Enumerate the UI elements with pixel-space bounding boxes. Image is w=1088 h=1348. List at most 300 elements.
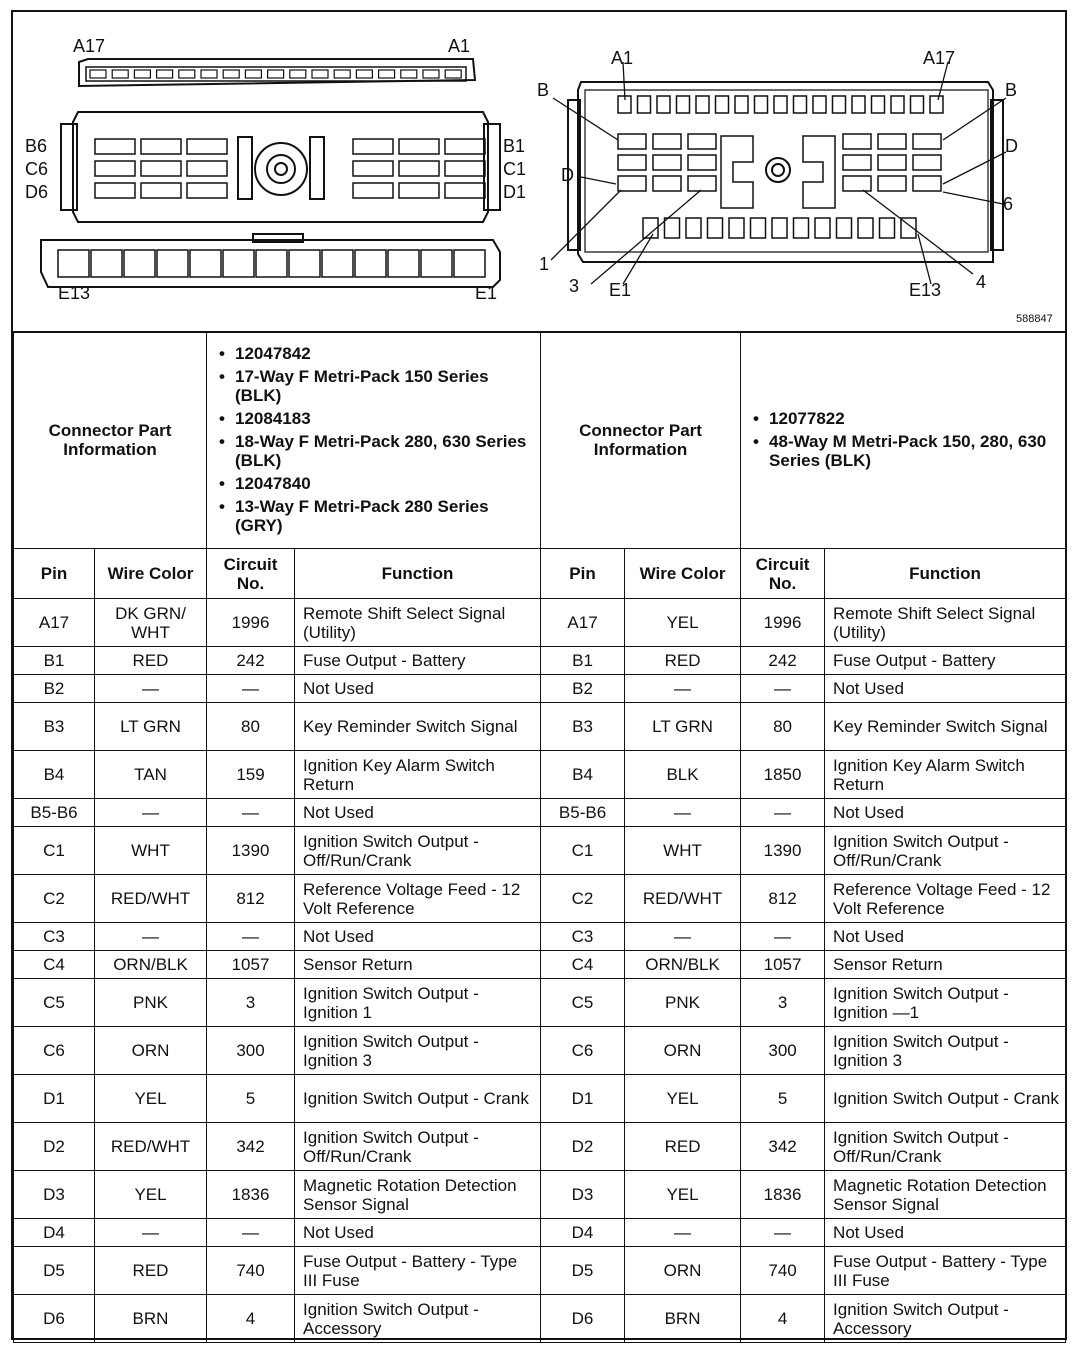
function-cell: Not Used bbox=[825, 799, 1066, 827]
label-r-1: 1 bbox=[539, 254, 550, 274]
a-pin-cavity bbox=[638, 96, 651, 113]
pin-cell: B5-B6 bbox=[14, 799, 95, 827]
function-cell: Ignition Switch Output - Accessory bbox=[825, 1295, 1066, 1343]
header-function-left: Function bbox=[295, 549, 541, 599]
table-row bbox=[14, 675, 1066, 703]
pin-cavity bbox=[141, 161, 181, 176]
a-pin-cavity bbox=[201, 70, 217, 78]
label-e13: E13 bbox=[58, 283, 91, 303]
header-wire-color-right: Wire Color bbox=[625, 549, 741, 599]
label-r-3: 3 bbox=[569, 276, 580, 296]
e-pin-cavity bbox=[837, 218, 852, 238]
e-pin-cavity bbox=[256, 250, 287, 277]
connector-diagram bbox=[13, 12, 1065, 333]
function-cell: Fuse Output - Battery bbox=[295, 647, 541, 675]
wire-color-cell: RED/WHT bbox=[95, 875, 207, 923]
table-row bbox=[14, 1171, 1066, 1219]
pinout-table bbox=[13, 331, 1066, 1343]
a-pin-cavity bbox=[401, 70, 417, 78]
circuit-cell: 1850 bbox=[741, 751, 825, 799]
circuit-cell: 1057 bbox=[741, 951, 825, 979]
label-c6: C6 bbox=[25, 159, 49, 179]
header-pin-right: Pin bbox=[541, 549, 625, 599]
pin-cell: B1 bbox=[541, 647, 625, 675]
right-connector-part-item: • 12077822 bbox=[751, 409, 1055, 428]
pin-cell: D5 bbox=[541, 1247, 625, 1295]
left-connector-part-item: • 17-Way F Metri-Pack 150 Series (BLK) bbox=[217, 367, 530, 405]
left-connector-info-heading: Connector Part Information bbox=[14, 332, 207, 549]
wire-color-cell: BLK bbox=[625, 751, 741, 799]
a-pin-cavity bbox=[716, 96, 729, 113]
e-pin-cavity bbox=[454, 250, 485, 277]
pin-cavity bbox=[843, 176, 871, 191]
wire-color-cell: WHT bbox=[625, 827, 741, 875]
function-cell: Not Used bbox=[295, 923, 541, 951]
circuit-cell: 5 bbox=[207, 1075, 295, 1123]
a-pin-cavity bbox=[774, 96, 787, 113]
table-row bbox=[14, 1219, 1066, 1247]
a-pin-cavity bbox=[245, 70, 261, 78]
pin-cavity bbox=[618, 134, 646, 149]
a-pin-cavity bbox=[157, 70, 173, 78]
48-way-a-row bbox=[618, 96, 943, 113]
circuit-cell: 1836 bbox=[741, 1171, 825, 1219]
e-pin-cavity bbox=[751, 218, 766, 238]
pin-cell: C3 bbox=[541, 923, 625, 951]
function-cell: Sensor Return bbox=[825, 951, 1066, 979]
wire-color-cell: — bbox=[95, 1219, 207, 1247]
pin-cavity bbox=[878, 134, 906, 149]
label-c1: C1 bbox=[503, 159, 527, 179]
header-pin-left: Pin bbox=[14, 549, 95, 599]
table-row bbox=[14, 1123, 1066, 1171]
table-row bbox=[14, 979, 1066, 1027]
circuit-cell: — bbox=[207, 675, 295, 703]
pin-cell: D3 bbox=[541, 1171, 625, 1219]
circuit-cell: — bbox=[207, 799, 295, 827]
label-r-b-left: B bbox=[537, 80, 550, 100]
a-pin-cavity bbox=[696, 96, 709, 113]
a-pin-cavity bbox=[755, 96, 768, 113]
function-cell: Remote Shift Select Signal (Utility) bbox=[295, 599, 541, 647]
header-circuit-right: Circuit No. bbox=[741, 549, 825, 599]
pin-cavity bbox=[353, 161, 393, 176]
a-pin-cavity bbox=[911, 96, 924, 113]
pin-cell: C4 bbox=[14, 951, 95, 979]
circuit-cell: — bbox=[207, 1219, 295, 1247]
pin-cell: D3 bbox=[14, 1171, 95, 1219]
pin-cell: B4 bbox=[541, 751, 625, 799]
wire-color-cell: LT GRN bbox=[625, 703, 741, 751]
pin-cavity bbox=[913, 176, 941, 191]
label-r-a17: A17 bbox=[923, 48, 956, 68]
circuit-cell: 342 bbox=[207, 1123, 295, 1171]
label-e1: E1 bbox=[475, 283, 498, 303]
header-circuit-left: Circuit No. bbox=[207, 549, 295, 599]
pin-cell: C2 bbox=[541, 875, 625, 923]
right-connector-info-heading: Connector Part Information bbox=[541, 332, 741, 549]
e-pin-cavity bbox=[58, 250, 89, 277]
circuit-cell: 342 bbox=[741, 1123, 825, 1171]
pin-cell: C4 bbox=[541, 951, 625, 979]
pin-cavity bbox=[688, 155, 716, 170]
a-pin-cavity bbox=[891, 96, 904, 113]
label-r-b-right: B bbox=[1005, 80, 1018, 100]
e-row-pins bbox=[58, 250, 485, 277]
a-pin-cavity bbox=[794, 96, 807, 113]
table-row bbox=[14, 923, 1066, 951]
pin-cell: C3 bbox=[14, 923, 95, 951]
center-key-outer bbox=[255, 143, 307, 195]
wire-color-cell: ORN bbox=[625, 1027, 741, 1075]
a-pin-cavity bbox=[179, 70, 195, 78]
label-a1: A1 bbox=[448, 36, 471, 56]
left-connector-part-item: • 12047840 bbox=[217, 474, 530, 493]
label-b1: B1 bbox=[503, 136, 526, 156]
pin-cell: A17 bbox=[541, 599, 625, 647]
a-pin-cavity bbox=[872, 96, 885, 113]
pin-cell: C1 bbox=[541, 827, 625, 875]
table-row bbox=[14, 751, 1066, 799]
pin-cell: D2 bbox=[14, 1123, 95, 1171]
function-cell: Ignition Switch Output - Off/Run/Crank bbox=[825, 1123, 1066, 1171]
label-r-d-left: D bbox=[561, 165, 574, 185]
pin-cell: C6 bbox=[541, 1027, 625, 1075]
wire-color-cell: YEL bbox=[625, 1075, 741, 1123]
pin-cavity bbox=[618, 155, 646, 170]
wire-color-cell: YEL bbox=[95, 1075, 207, 1123]
table-row bbox=[14, 951, 1066, 979]
circuit-cell: 4 bbox=[741, 1295, 825, 1343]
pin-cavity bbox=[399, 161, 439, 176]
circuit-cell: — bbox=[741, 799, 825, 827]
center-left-slot bbox=[238, 137, 252, 199]
header-function-right: Function bbox=[825, 549, 1066, 599]
pin-cell: B4 bbox=[14, 751, 95, 799]
pin-cavity bbox=[913, 155, 941, 170]
wire-color-cell: — bbox=[625, 675, 741, 703]
center-right-slot bbox=[310, 137, 324, 199]
function-cell: Ignition Switch Output - Ignition 1 bbox=[295, 979, 541, 1027]
table-row bbox=[14, 1247, 1066, 1295]
label-r-6: 6 bbox=[1003, 194, 1014, 214]
a-pin-cavity bbox=[356, 70, 372, 78]
function-cell: Fuse Output - Battery bbox=[825, 647, 1066, 675]
wire-color-cell: — bbox=[625, 799, 741, 827]
table-row bbox=[14, 875, 1066, 923]
label-d6: D6 bbox=[25, 182, 49, 202]
a-pin-cavity bbox=[134, 70, 150, 78]
pin-cell: B2 bbox=[541, 675, 625, 703]
pinout-table-body bbox=[14, 332, 1066, 1343]
left-connector-part-item: • 13-Way F Metri-Pack 280 Series (GRY) bbox=[217, 497, 530, 535]
function-cell: Not Used bbox=[295, 1219, 541, 1247]
circuit-cell: 1996 bbox=[741, 599, 825, 647]
a-pin-cavity bbox=[90, 70, 106, 78]
right-connector-info bbox=[741, 332, 1066, 549]
a-row-pins bbox=[90, 70, 461, 78]
function-cell: Fuse Output - Battery - Type III Fuse bbox=[295, 1247, 541, 1295]
header-wire-color-left: Wire Color bbox=[95, 549, 207, 599]
pin-cavity bbox=[618, 176, 646, 191]
label-b6: B6 bbox=[25, 136, 48, 156]
pin-cell: D2 bbox=[541, 1123, 625, 1171]
function-cell: Not Used bbox=[825, 1219, 1066, 1247]
pin-cell: D1 bbox=[14, 1075, 95, 1123]
pin-cavity bbox=[843, 155, 871, 170]
circuit-cell: 1057 bbox=[207, 951, 295, 979]
circuit-cell: 1836 bbox=[207, 1171, 295, 1219]
e-pin-cavity bbox=[858, 218, 873, 238]
pin-cell: D1 bbox=[541, 1075, 625, 1123]
table-row bbox=[14, 1075, 1066, 1123]
a-pin-cavity bbox=[930, 96, 943, 113]
circuit-cell: 740 bbox=[207, 1247, 295, 1295]
a-pin-cavity bbox=[334, 70, 350, 78]
circuit-cell: 1390 bbox=[207, 827, 295, 875]
function-cell: Key Reminder Switch Signal bbox=[825, 703, 1066, 751]
pin-cavity bbox=[445, 139, 485, 154]
circuit-cell: — bbox=[207, 923, 295, 951]
pin-cavity bbox=[688, 134, 716, 149]
function-cell: Ignition Switch Output - Crank bbox=[295, 1075, 541, 1123]
connector-info-row bbox=[14, 332, 1066, 549]
label-a17: A17 bbox=[73, 36, 106, 56]
circuit-cell: 80 bbox=[741, 703, 825, 751]
wire-color-cell: — bbox=[625, 923, 741, 951]
pin-cell: B5-B6 bbox=[541, 799, 625, 827]
pin-cavity bbox=[399, 183, 439, 198]
a-pin-cavity bbox=[735, 96, 748, 113]
wire-color-cell: DK GRN/ WHT bbox=[95, 599, 207, 647]
table-row bbox=[14, 1295, 1066, 1343]
a-pin-cavity bbox=[813, 96, 826, 113]
pin-cell: B1 bbox=[14, 647, 95, 675]
a-pin-cavity bbox=[423, 70, 439, 78]
label-r-e1: E1 bbox=[609, 280, 632, 300]
e-pin-cavity bbox=[880, 218, 895, 238]
pin-cell: C5 bbox=[14, 979, 95, 1027]
function-cell: Ignition Switch Output - Ignition —1 bbox=[825, 979, 1066, 1027]
e-row-housing bbox=[41, 240, 500, 287]
table-row bbox=[14, 827, 1066, 875]
pin-cavity bbox=[445, 183, 485, 198]
wire-color-cell: WHT bbox=[95, 827, 207, 875]
circuit-cell: 300 bbox=[207, 1027, 295, 1075]
pin-cavity bbox=[141, 183, 181, 198]
left-connector-part-item: • 12084183 bbox=[217, 409, 530, 428]
48-way-key-inner bbox=[772, 164, 784, 176]
function-cell: Ignition Switch Output - Off/Run/Crank bbox=[825, 827, 1066, 875]
pin-cell: D4 bbox=[541, 1219, 625, 1247]
left-connector-part-item: • 18-Way F Metri-Pack 280, 630 Series (BLK) bbox=[217, 432, 530, 470]
pin-cell: B3 bbox=[14, 703, 95, 751]
function-cell: Not Used bbox=[295, 799, 541, 827]
e-pin-cavity bbox=[729, 218, 744, 238]
circuit-cell: 5 bbox=[741, 1075, 825, 1123]
pin-cavity bbox=[445, 161, 485, 176]
wire-color-cell: ORN/BLK bbox=[625, 951, 741, 979]
function-cell: Remote Shift Select Signal (Utility) bbox=[825, 599, 1066, 647]
circuit-cell: 242 bbox=[741, 647, 825, 675]
function-cell: Fuse Output - Battery - Type III Fuse bbox=[825, 1247, 1066, 1295]
pin-cavity bbox=[878, 155, 906, 170]
wire-color-cell: ORN bbox=[95, 1027, 207, 1075]
wire-color-cell: — bbox=[95, 923, 207, 951]
circuit-cell: 3 bbox=[207, 979, 295, 1027]
wire-color-cell: — bbox=[95, 799, 207, 827]
right-connector-drawing bbox=[551, 62, 1006, 284]
pin-cavity bbox=[399, 139, 439, 154]
table-row bbox=[14, 647, 1066, 675]
function-cell: Magnetic Rotation Detection Sensor Signal bbox=[825, 1171, 1066, 1219]
pin-cavity bbox=[95, 161, 135, 176]
e-pin-cavity bbox=[190, 250, 221, 277]
function-cell: Reference Voltage Feed - 12 Volt Reference bbox=[825, 875, 1066, 923]
e-pin-cavity bbox=[223, 250, 254, 277]
e-pin-cavity bbox=[157, 250, 188, 277]
e-pin-cavity bbox=[355, 250, 386, 277]
pin-cavity bbox=[187, 183, 227, 198]
label-r-a1: A1 bbox=[611, 48, 634, 68]
circuit-cell: — bbox=[741, 923, 825, 951]
function-cell: Ignition Switch Output - Off/Run/Crank bbox=[295, 1123, 541, 1171]
figure-number: 588847 bbox=[1016, 313, 1053, 325]
a-pin-cavity bbox=[833, 96, 846, 113]
48-way-left-key bbox=[721, 136, 753, 208]
a-pin-cavity bbox=[312, 70, 328, 78]
circuit-cell: 4 bbox=[207, 1295, 295, 1343]
function-cell: Not Used bbox=[295, 675, 541, 703]
pin-cell: B2 bbox=[14, 675, 95, 703]
left-connector-info bbox=[207, 332, 541, 549]
circuit-cell: 1996 bbox=[207, 599, 295, 647]
e-pin-cavity bbox=[794, 218, 809, 238]
48-way-key-outer bbox=[766, 158, 790, 182]
a-row-cavities bbox=[86, 67, 466, 81]
pin-cell: D4 bbox=[14, 1219, 95, 1247]
column-header-row bbox=[14, 549, 1066, 599]
label-d1: D1 bbox=[503, 182, 527, 202]
wire-color-cell: RED bbox=[95, 647, 207, 675]
a-pin-cavity bbox=[657, 96, 670, 113]
e-pin-cavity bbox=[421, 250, 452, 277]
wire-color-cell: YEL bbox=[625, 599, 741, 647]
function-cell: Reference Voltage Feed - 12 Volt Reference bbox=[295, 875, 541, 923]
connector-drawings bbox=[13, 12, 1065, 331]
circuit-cell: 3 bbox=[741, 979, 825, 1027]
e-pin-cavity bbox=[124, 250, 155, 277]
circuit-cell: — bbox=[741, 1219, 825, 1247]
wire-color-cell: — bbox=[95, 675, 207, 703]
label-r-4: 4 bbox=[976, 272, 987, 292]
table-row bbox=[14, 599, 1066, 647]
a-pin-cavity bbox=[445, 70, 461, 78]
b-c-d-cavities bbox=[95, 139, 485, 198]
circuit-cell: 300 bbox=[741, 1027, 825, 1075]
e-pin-cavity bbox=[686, 218, 701, 238]
left-connector-part-list bbox=[217, 344, 530, 535]
pin-cavity bbox=[653, 176, 681, 191]
wire-color-cell: BRN bbox=[95, 1295, 207, 1343]
function-cell: Ignition Key Alarm Switch Return bbox=[295, 751, 541, 799]
pin-cavity bbox=[141, 139, 181, 154]
function-cell: Ignition Switch Output - Accessory bbox=[295, 1295, 541, 1343]
a-pin-cavity bbox=[852, 96, 865, 113]
function-cell: Key Reminder Switch Signal bbox=[295, 703, 541, 751]
pin-cell: A17 bbox=[14, 599, 95, 647]
wire-color-cell: TAN bbox=[95, 751, 207, 799]
circuit-cell: 80 bbox=[207, 703, 295, 751]
pin-cavity bbox=[913, 134, 941, 149]
wire-color-cell: YEL bbox=[95, 1171, 207, 1219]
pin-cavity bbox=[878, 176, 906, 191]
pin-cell: C2 bbox=[14, 875, 95, 923]
wire-color-cell: ORN bbox=[625, 1247, 741, 1295]
circuit-cell: — bbox=[741, 675, 825, 703]
pin-cavity bbox=[187, 139, 227, 154]
wire-color-cell: YEL bbox=[625, 1171, 741, 1219]
e-pin-cavity bbox=[289, 250, 320, 277]
wire-color-cell: — bbox=[625, 1219, 741, 1247]
pin-cell: C1 bbox=[14, 827, 95, 875]
function-cell: Ignition Switch Output - Ignition 3 bbox=[825, 1027, 1066, 1075]
wire-color-cell: ORN/BLK bbox=[95, 951, 207, 979]
wire-color-cell: RED bbox=[625, 647, 741, 675]
pin-cavity bbox=[653, 134, 681, 149]
table-row bbox=[14, 1027, 1066, 1075]
e-pin-cavity bbox=[708, 218, 723, 238]
48-way-right-key bbox=[803, 136, 835, 208]
pin-cavity bbox=[95, 183, 135, 198]
circuit-cell: 159 bbox=[207, 751, 295, 799]
wire-color-cell: RED bbox=[95, 1247, 207, 1295]
wire-color-cell: RED/WHT bbox=[95, 1123, 207, 1171]
right-connector-part-item: • 48-Way M Metri-Pack 150, 280, 630 Series (BLK) bbox=[751, 432, 1055, 470]
pin-cavity bbox=[843, 134, 871, 149]
a-pin-cavity bbox=[379, 70, 395, 78]
circuit-cell: 812 bbox=[207, 875, 295, 923]
left-latch bbox=[61, 124, 77, 210]
function-cell: Ignition Key Alarm Switch Return bbox=[825, 751, 1066, 799]
center-key-hub bbox=[275, 163, 287, 175]
pin-cavity bbox=[688, 176, 716, 191]
circuit-cell: 242 bbox=[207, 647, 295, 675]
a-pin-cavity bbox=[290, 70, 306, 78]
table-row bbox=[14, 703, 1066, 751]
e-pin-cavity bbox=[91, 250, 122, 277]
function-cell: Ignition Switch Output - Off/Run/Crank bbox=[295, 827, 541, 875]
48-way-e-row bbox=[643, 218, 916, 238]
pin-cell: C6 bbox=[14, 1027, 95, 1075]
wire-color-cell: RED bbox=[625, 1123, 741, 1171]
function-cell: Not Used bbox=[825, 923, 1066, 951]
wire-color-cell: BRN bbox=[625, 1295, 741, 1343]
e-pin-cavity bbox=[772, 218, 787, 238]
wire-color-cell: PNK bbox=[625, 979, 741, 1027]
wire-color-cell: RED/WHT bbox=[625, 875, 741, 923]
pin-cavity bbox=[187, 161, 227, 176]
pin-cell: D6 bbox=[14, 1295, 95, 1343]
circuit-cell: 740 bbox=[741, 1247, 825, 1295]
e-pin-cavity bbox=[322, 250, 353, 277]
wire-color-cell: PNK bbox=[95, 979, 207, 1027]
center-key-ring bbox=[267, 155, 295, 183]
pin-cavity bbox=[353, 139, 393, 154]
pin-cell: D5 bbox=[14, 1247, 95, 1295]
connector-sheet bbox=[11, 10, 1067, 1340]
a-row-housing bbox=[79, 59, 475, 86]
